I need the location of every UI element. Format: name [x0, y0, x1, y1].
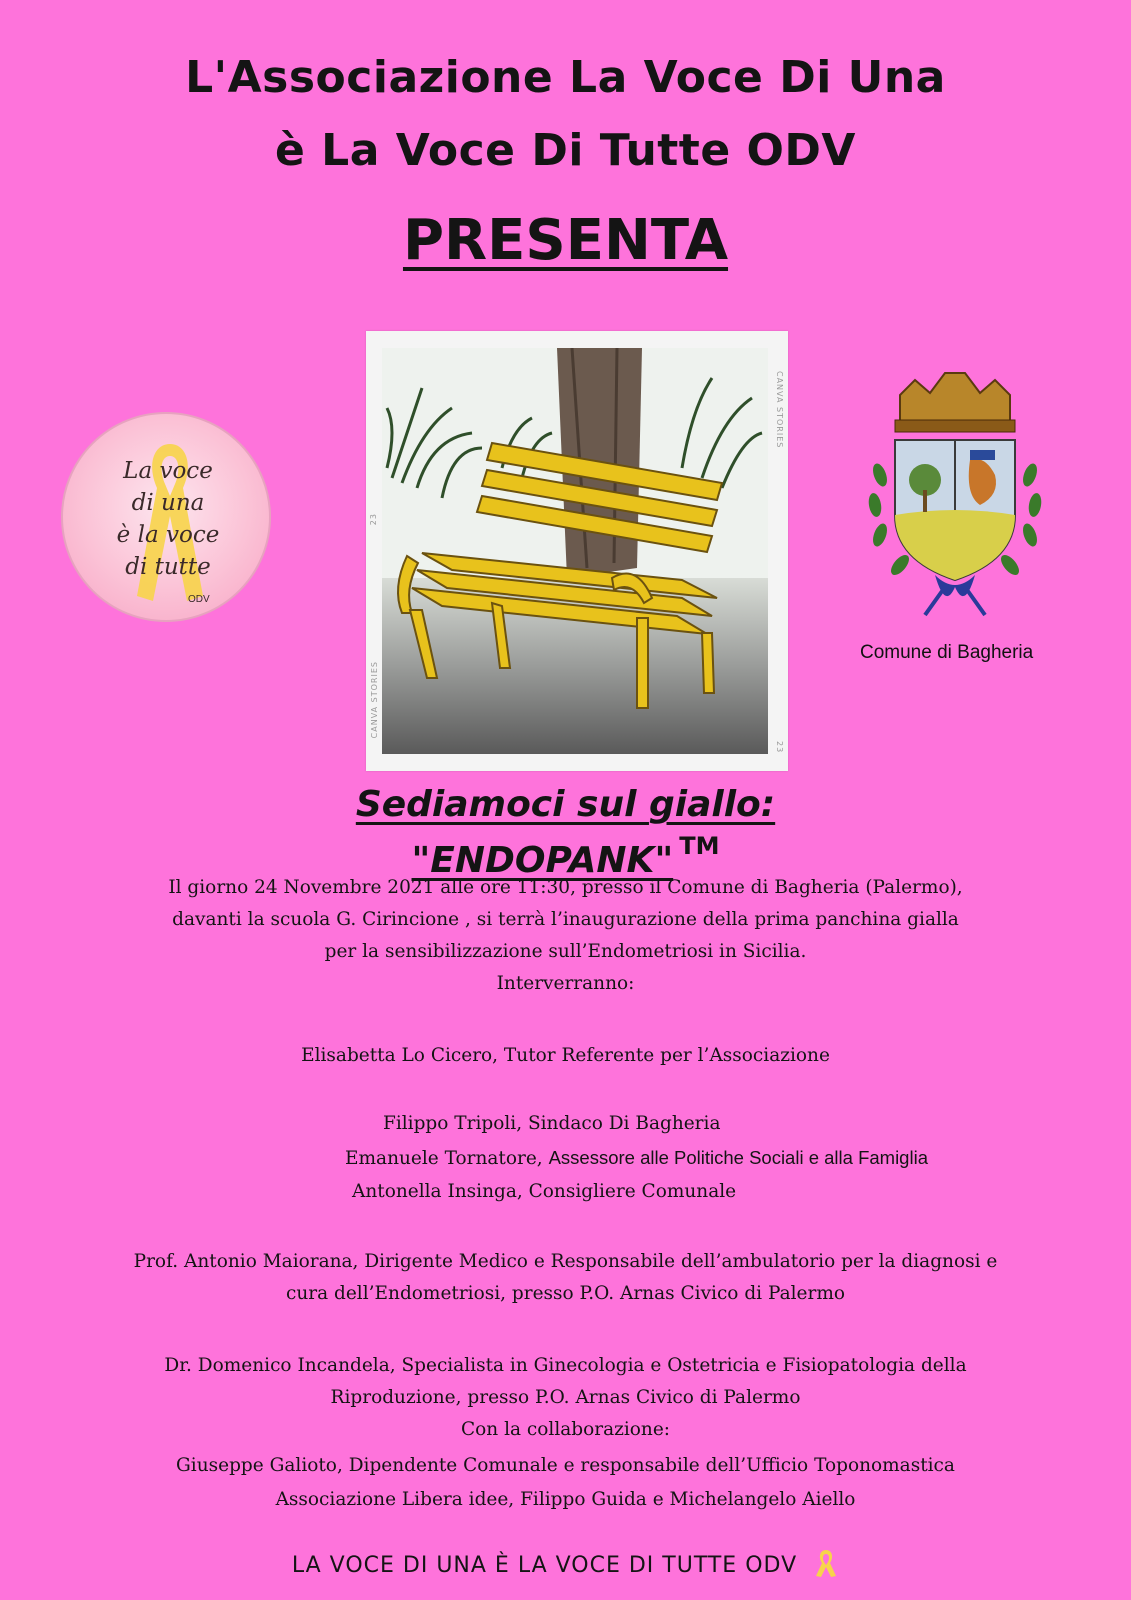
coat-of-arms-icon	[855, 365, 1055, 625]
speaker-5-line-1: Prof. Antonio Maiorana, Dirigente Medico e Responsabile dell’ambulatorio per la diagnosi e	[133, 1251, 998, 1272]
association-logo	[61, 412, 271, 622]
presenta-heading	[0, 208, 1131, 273]
frame-tag-bottom: CANVA STORIES	[370, 661, 379, 739]
speaker-6-line-2: Riproduzione, presso P.O. Arnas Civico di Palermo	[330, 1387, 801, 1408]
presenta-text: PRESENTA	[402, 208, 729, 273]
speaker-3-name: Emanuele Tornatore,	[345, 1148, 549, 1169]
yellow-ribbon-icon	[813, 1548, 839, 1578]
interverranno-label: Interverranno:	[496, 973, 635, 994]
description-line-1: Il giorno 24 Novembre 2021 alle ore 11:30, presso il Comune di Bagheria (Palermo),	[168, 877, 963, 898]
logo-line-3: è la voce	[116, 522, 220, 548]
logo-line-1: La voce	[123, 458, 213, 484]
collaboration-line-2: Associazione Libera idee, Filippo Guida e Michelangelo Aiello	[275, 1489, 856, 1510]
event-title-part1: Sediamoci sul	[355, 784, 649, 825]
event-title-part2: giallo:	[648, 784, 776, 825]
speaker-5-line-2: cura dell’Endometriosi, presso P.O. Arnas Civico di Palermo	[285, 1283, 845, 1304]
speaker-1: Elisabetta Lo Cicero, Tutor Referente per l’Associazione	[301, 1045, 830, 1066]
comune-label: Comune di Bagheria	[860, 642, 1034, 663]
event-title	[0, 784, 1131, 825]
event-name-text: "ENDOPANK"	[411, 840, 674, 881]
logo-odv: ODV	[188, 594, 210, 605]
speaker-6-line-1: Dr. Domenico Incandela, Specialista in Ginecologia e Ostetricia e Fisiopatologia della	[164, 1355, 967, 1376]
description-line-3: per la sensibilizzazione sull’Endometriosi in Sicilia.	[324, 941, 807, 962]
frame-tag-top: CANVA STORIES	[775, 371, 784, 449]
header-line-2: è La Voce Di Tutte ODV	[275, 125, 856, 176]
speaker-2: Filippo Tripoli, Sindaco Di Bagheria	[383, 1113, 721, 1134]
yellow-bench-illustration	[382, 348, 768, 754]
header-line-1: L'Associazione La Voce Di Una	[185, 52, 946, 103]
description-line-2: davanti la scuola G. Cirincione , si terrà l’inaugurazione della prima panchina gialla	[172, 909, 959, 930]
bench-picture-frame	[366, 331, 788, 771]
trademark-symbol: TM	[679, 832, 720, 860]
collaboration-line-1: Giuseppe Galioto, Dipendente Comunale e responsabile dell’Ufficio Toponomastica	[176, 1455, 955, 1476]
logo-line-2: di una	[131, 490, 205, 516]
collaboration-heading: Con la collaborazione:	[460, 1419, 671, 1440]
speaker-4: Antonella Insinga, Consigliere Comunale	[352, 1181, 737, 1202]
frame-number-right: 23	[775, 741, 784, 754]
footer	[0, 1548, 1131, 1578]
speaker-3-role: Assessore alle Politiche Sociali e alla Famiglia	[548, 1147, 928, 1168]
frame-number-left: 23	[369, 513, 378, 526]
footer-text: LA VOCE DI UNA È LA VOCE DI TUTTE ODV	[291, 1553, 798, 1578]
logo-line-4: di tutte	[125, 554, 211, 580]
speaker-3	[345, 1142, 928, 1175]
